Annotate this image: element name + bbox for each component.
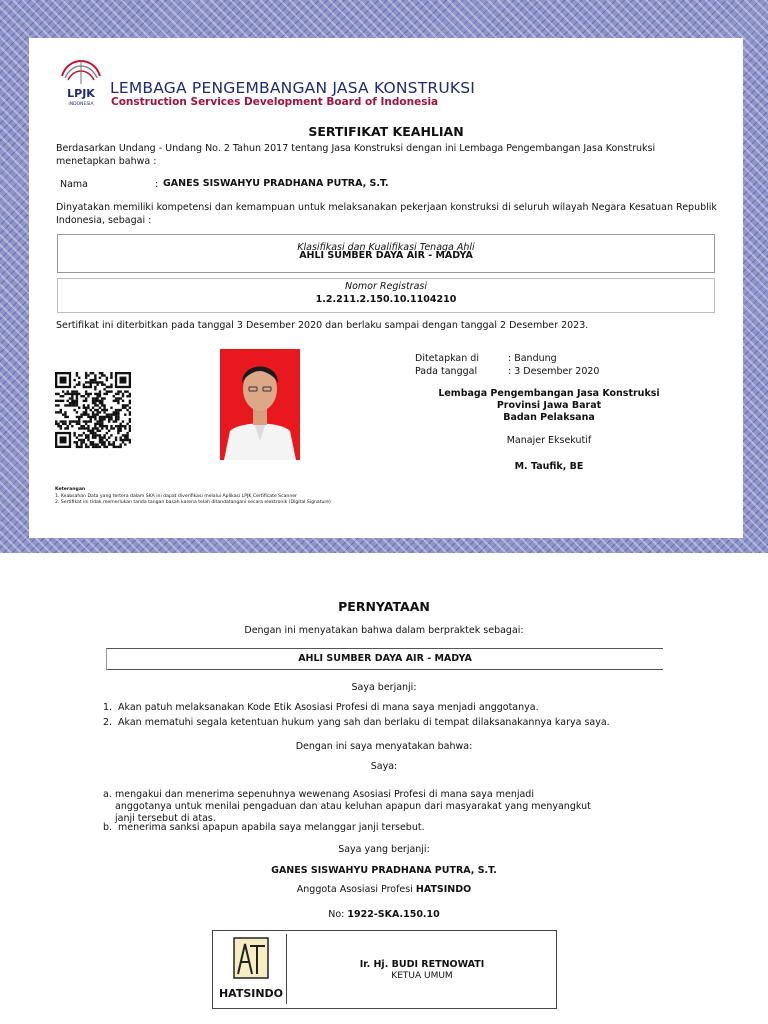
member-assoc: HATSINDO <box>415 884 472 895</box>
issued-labels <box>415 352 479 378</box>
issuer-line1: Lembaga Pengembangan Jasa Konstruksi <box>438 388 660 399</box>
list-num: 2. <box>103 717 113 728</box>
list-item <box>103 822 623 834</box>
issuer-line2: Provinsi Jawa Barat <box>496 400 602 411</box>
hatsindo-logo <box>216 934 287 1004</box>
name-colon: : <box>155 179 159 190</box>
signer-heading: Saya yang berjanji: <box>338 844 430 855</box>
assoc-leader-position: KETUA UMUM <box>391 971 453 981</box>
list-item <box>103 789 593 825</box>
statement-intro: Dengan ini menyatakan bahwa dalam berpraktek sebagai: <box>244 625 524 636</box>
list-item <box>103 702 623 714</box>
no-prefix: No: <box>328 909 348 920</box>
qr-code <box>55 360 131 460</box>
signer-name: M. Taufik, BE <box>514 461 584 472</box>
competence-text: Dinyatakan memiliki kompetensi dan kemampuan untuk melaksanakan pekerjaan konstruksi di seluruh wilayah Negara Kesatuan Republik Indonesia, sebagai : <box>56 202 717 226</box>
org-name: LEMBAGA PENGEMBANGAN JASA KONSTRUKSI <box>110 79 476 97</box>
statement-role: AHLI SUMBER DAYA AIR - MADYA <box>106 648 663 670</box>
certificate-body <box>29 38 743 538</box>
notes-title: Keterangan <box>55 487 86 492</box>
statement-signer-name: GANES SISWAHYU PRADHANA PUTRA, S.T. <box>271 865 497 876</box>
promise-heading: Saya berjanji: <box>351 682 417 693</box>
registration-value: 1.2.211.2.150.10.1104210 <box>315 294 457 305</box>
classification-label: Klasifikasi dan Kualifikasi Tenaga Ahli <box>297 242 475 253</box>
validity-text: Sertifikat ini diterbitkan pada tanggal 3 Desember 2020 dan berlaku sampai dengan tanggal 2 Desember 2023. <box>56 320 589 331</box>
issued-at-label: Ditetapkan di <box>415 353 479 364</box>
classification-box <box>57 234 715 273</box>
issued-values <box>508 352 599 378</box>
list-text: menerima sanksi apapun apabila saya melanggar janji tersebut. <box>118 822 425 833</box>
name-label: Nama <box>60 179 89 190</box>
registration-label: Nomor Registrasi <box>344 281 428 292</box>
no-value: 1922-SKA.150.10 <box>347 909 440 920</box>
member-line <box>0 883 768 896</box>
org-subtitle: Construction Services Development Board of Indonesia <box>111 96 439 108</box>
member-number <box>0 908 768 921</box>
logo-abbr: LPJK <box>67 87 95 100</box>
logo-country: INDONESIA <box>68 102 94 107</box>
issued-date-value: : 3 Desember 2020 <box>508 366 600 377</box>
list-text: Akan mematuhi segala ketentuan hukum yang sah dan berlaku di tempat dilaksanakannya karya saya. <box>118 717 610 728</box>
note-2: 2. Sertifikat ini tidak memerlukan tanda tangan basah karena telah ditandatangani secara elektronik (Digital Signature) <box>55 500 331 505</box>
hatsindo-logo-text: HATSINDO <box>218 987 284 1000</box>
issued-at-value: : Bandung <box>508 353 557 364</box>
assoc-leader-name: Ir. Hj. BUDI RETNOWATI <box>359 959 485 970</box>
registration-box <box>57 278 715 313</box>
issued-date-label: Pada tanggal <box>415 366 478 377</box>
certificate-title: SERTIFIKAT KEAHLIAN <box>308 124 464 139</box>
list-num: 1. <box>103 702 113 713</box>
list-item <box>103 717 623 729</box>
certificate-notes <box>55 487 331 507</box>
member-prefix: Anggota Asosiasi Profesi <box>296 884 416 895</box>
issuer-block <box>409 388 689 424</box>
statement-title: PERNYATAAN <box>338 599 430 614</box>
saya-label: Saya: <box>370 761 398 772</box>
holder-photo <box>220 349 300 460</box>
list-text: Akan patuh melaksanakan Kode Etik Asosiasi Profesi di mana saya menjadi anggotanya. <box>118 702 539 713</box>
signer-position: Manajer Eksekutif <box>506 435 592 446</box>
list-text: mengakui dan menerima sepenuhnya wewenang Asosiasi Profesi di mana saya menjadi anggotanya untuk menilai pengaduan dan atau keluhan apapun dari masyarakat yang menyangkut janji tersebut di atas. <box>115 789 591 824</box>
association-signature-box <box>212 930 557 1009</box>
list-num: a. <box>103 789 112 800</box>
list-num: b. <box>103 822 113 833</box>
name-value: GANES SISWAHYU PRADHANA PUTRA, S.T. <box>163 178 389 189</box>
declare-heading: Dengan ini saya menyatakan bahwa: <box>295 741 473 752</box>
note-1: 1. Keabsahan Data yang tertera dalam SKA ini dapat diverifikasi melalui Aplikasi LPJK Certificate Scanner <box>55 493 297 499</box>
basis-text: Berdasarkan Undang - Undang No. 2 Tahun 2017 tentang Jasa Konstruksi dengan ini Lembaga Pengembangan Jasa Konstruksi menetapkan bahwa : <box>56 143 656 167</box>
lpjk-logo <box>56 50 106 110</box>
classification-value: AHLI SUMBER DAYA AIR - MADYA <box>299 250 473 261</box>
issuer-line3: Badan Pelaksana <box>503 412 595 423</box>
